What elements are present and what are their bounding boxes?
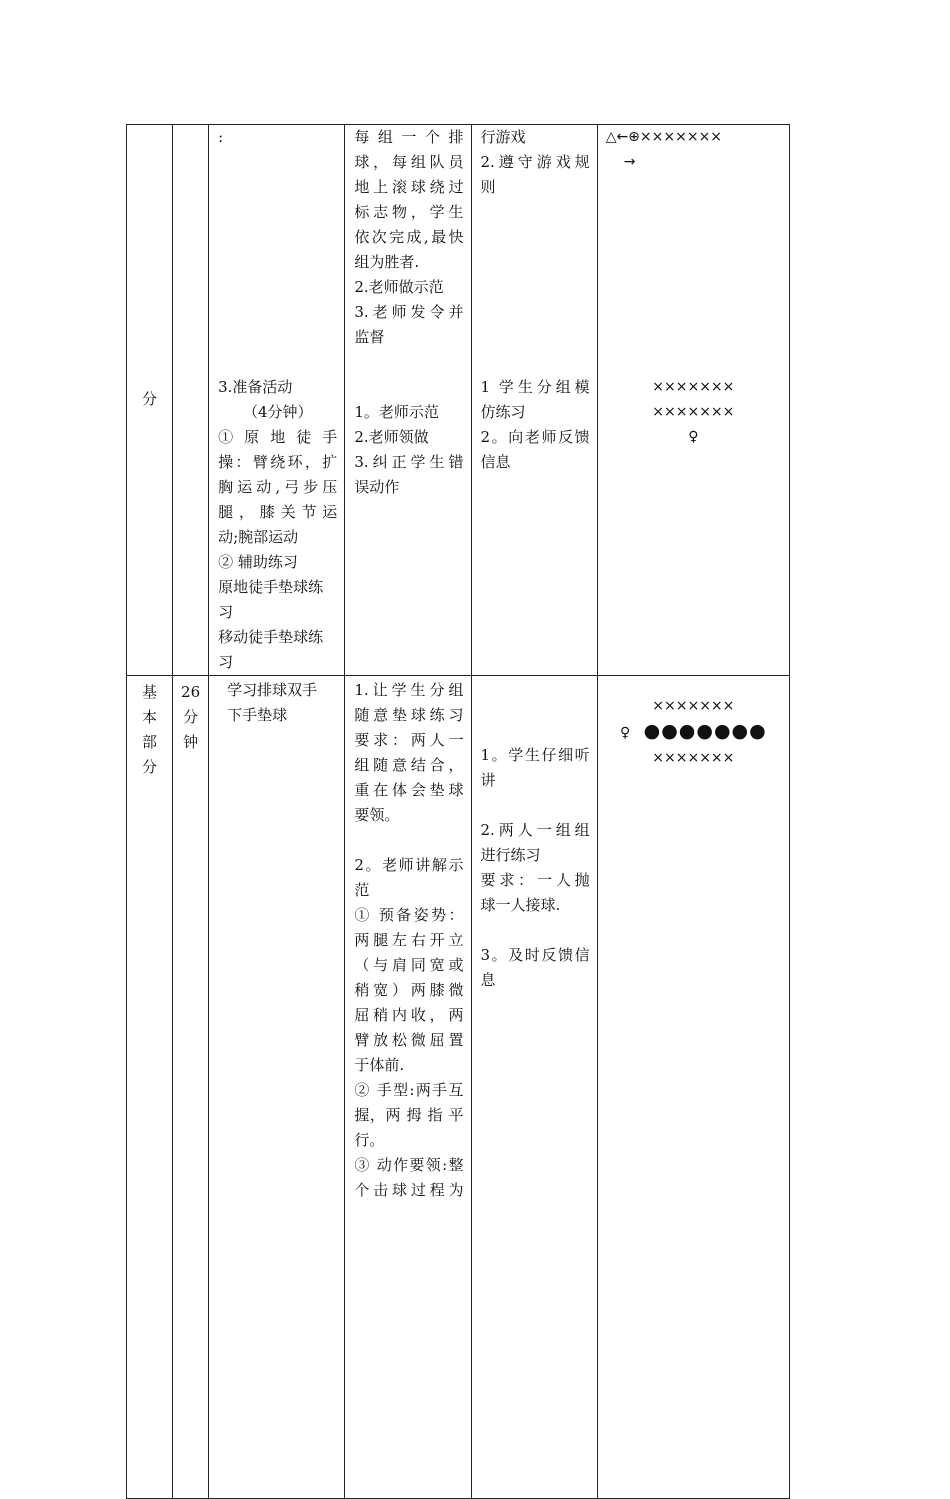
text-line: 每 组 一 个 排	[354, 128, 464, 146]
text-line: 个击球过程为	[354, 1181, 464, 1199]
text-line: 球一人接球.	[480, 896, 561, 914]
text-line: 监督	[354, 328, 385, 346]
time-cell	[173, 676, 209, 1499]
text-line: 2。老师讲解示	[354, 856, 464, 874]
formation-cell	[597, 125, 789, 676]
text-line: 两腿左右开立	[354, 931, 464, 949]
student-row-marks: ×××××××	[652, 404, 735, 420]
text-line: 行游戏	[480, 128, 526, 146]
teacher-activity-text	[345, 125, 470, 500]
content-cell	[209, 676, 345, 1499]
student-row-marks: ×××××××	[652, 750, 735, 766]
text-line: 操：臂绕环，扩	[218, 453, 338, 471]
table-row	[127, 676, 790, 1499]
text-line: 2.两人一组组	[480, 821, 590, 839]
formation-diagram	[598, 676, 789, 771]
teacher-activity-text	[345, 676, 470, 1203]
text-line: ③ 动作要领:整	[354, 1156, 464, 1174]
section-cell	[127, 676, 173, 1499]
section-label: 基 本 部 分	[142, 683, 158, 776]
lesson-plan-table	[126, 124, 790, 1499]
time-cell	[173, 125, 209, 676]
content-cell	[209, 125, 345, 676]
text-line: 1。老师示范	[354, 403, 439, 421]
text-line: 随意垫球练习	[354, 706, 464, 724]
section-label: 分	[142, 390, 158, 408]
text-line: 息	[480, 971, 496, 989]
text-line: 1.让学生分组	[354, 681, 464, 699]
text-line: 组随意结合，	[354, 756, 464, 774]
text-line: 下手垫球	[227, 706, 288, 724]
text-line: 动;腕部运动	[218, 528, 299, 546]
text-line: 仿练习	[480, 403, 526, 421]
text-line: 2。向老师反馈	[480, 428, 590, 446]
text-line: 范	[354, 881, 370, 899]
text-line: 球，每组队员	[354, 153, 464, 171]
student-activity-cell	[471, 676, 597, 1499]
text-line: 要领。	[354, 806, 400, 824]
text-line: 腿 ， 膝 关 节 运	[218, 503, 338, 521]
duration-label: 26 分 钟	[181, 683, 201, 751]
text-line: 胸运动,弓步压	[218, 478, 338, 496]
formation-diagram	[598, 125, 789, 450]
teacher-marker-icon: ♀	[620, 725, 631, 741]
text-line: 学习排球双手	[227, 681, 318, 699]
text-line: 地上滚球绕过	[354, 178, 464, 196]
text-line: 于体前.	[354, 1056, 405, 1074]
table-row	[127, 125, 790, 676]
text-line: ① 原 地 徒 手	[218, 428, 338, 446]
text-line: 3.纠正学生错	[354, 453, 464, 471]
text-line: ② 辅助练习	[218, 553, 298, 571]
text-line: 3。及时反馈信	[480, 946, 590, 964]
formation-cell	[597, 676, 789, 1499]
text-line: 1。学生仔细听	[480, 746, 590, 764]
text-line: ② 手型:两手互	[354, 1081, 464, 1099]
section-cell	[127, 125, 173, 676]
text-line: 3.老师发令并	[354, 303, 464, 321]
volleyball-row-icons: ●●●●●●●	[643, 720, 767, 742]
text-line: :	[218, 128, 224, 146]
text-line: 习	[218, 653, 234, 671]
arrow-right-icon: →	[623, 154, 636, 170]
ball-row	[598, 719, 789, 746]
text-line: 组为胜者.	[354, 253, 420, 271]
text-line: 屈稍内收，两	[354, 1006, 464, 1024]
relay-formation-line: △←⊕×××××××	[605, 129, 723, 145]
text-line: 移动徒手垫球练	[218, 628, 324, 646]
teacher-activity-cell	[345, 676, 471, 1499]
teacher-marker-icon: ♀	[688, 429, 699, 445]
text-line: 信息	[480, 453, 511, 471]
text-line: 则	[480, 178, 496, 196]
text-line: 臂放松微屈置	[354, 1031, 464, 1049]
text-line: 标志物，学生	[354, 203, 464, 221]
student-row-marks: ×××××××	[652, 698, 735, 714]
student-activity-cell	[471, 125, 597, 676]
teacher-activity-cell	[345, 125, 471, 676]
student-activity-text	[472, 125, 597, 475]
student-activity-text	[472, 676, 597, 993]
text-line: 稍宽）两膝微	[354, 981, 464, 999]
text-line: （与肩同宽或	[354, 956, 464, 974]
text-line: 1 学生分组模	[480, 378, 590, 396]
text-line: 习	[218, 603, 234, 621]
text-line: 原地徒手垫球练	[218, 578, 324, 596]
text-line: 重在体会垫球	[354, 781, 464, 799]
text-line: 握，两 拇 指 平	[354, 1106, 464, 1124]
text-line: 2.老师做示范	[354, 278, 444, 296]
text-line: 进行练习	[480, 846, 541, 864]
text-line: 3.准备活动	[218, 378, 293, 396]
text-line: 行。	[354, 1131, 385, 1149]
text-line: ① 预备姿势：	[354, 906, 464, 924]
content-text	[209, 125, 344, 675]
student-row-marks: ×××××××	[652, 379, 735, 395]
text-line: 2.老师领做	[354, 428, 429, 446]
text-line: （4分钟）	[242, 403, 313, 421]
text-line: 要求：两人一	[354, 731, 464, 749]
text-line: 讲	[480, 771, 496, 789]
text-line: 2.遵守游戏规	[480, 153, 590, 171]
text-line: 误动作	[354, 478, 400, 496]
content-text	[209, 676, 344, 728]
text-line: 要求：一人抛	[480, 871, 590, 889]
text-line: 依次完成,最快	[354, 228, 464, 246]
